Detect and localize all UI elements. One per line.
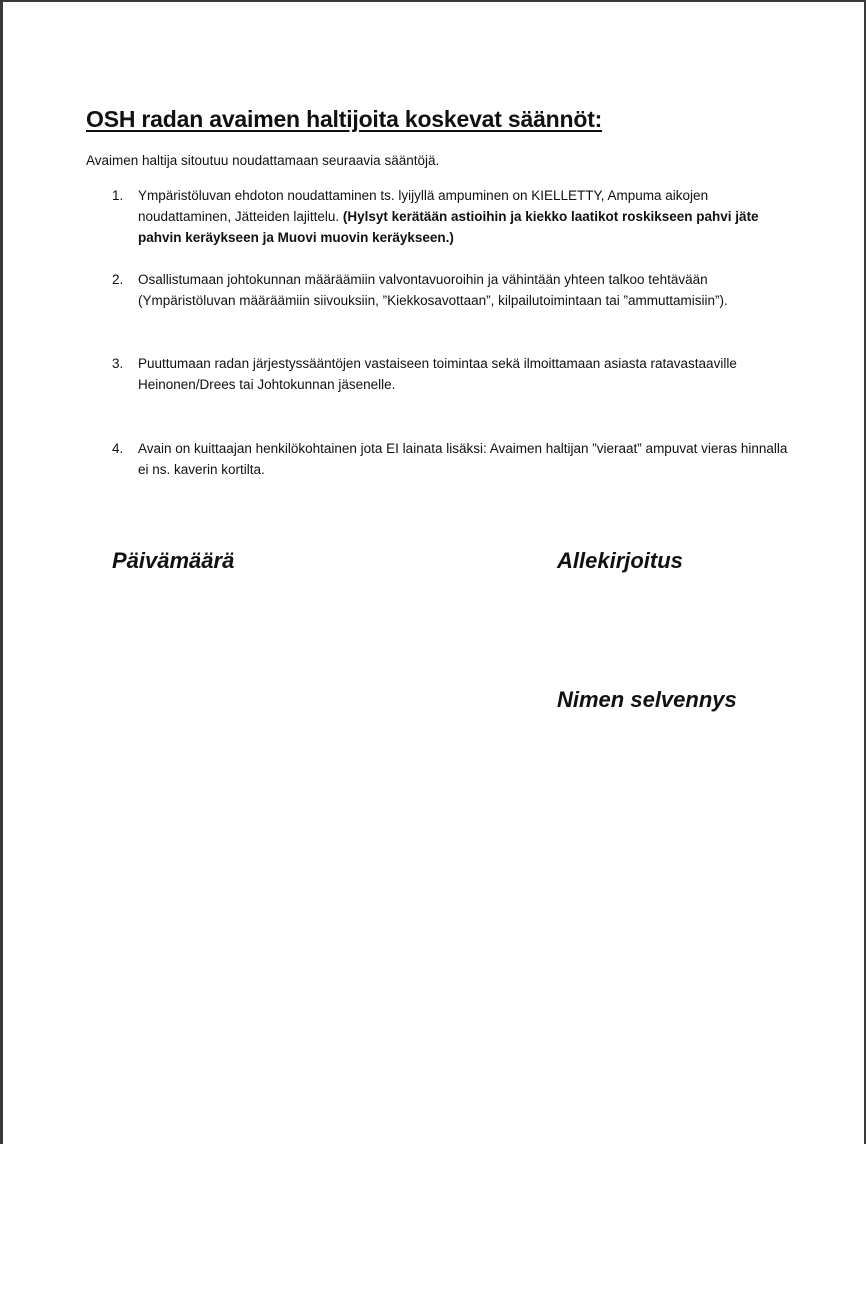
document-title: OSH radan avaimen haltijoita koskevat säännöt: bbox=[86, 106, 603, 132]
rule-text: Avain on kuittaajan henkilökohtainen jota EI lainata lisäksi: Avaimen haltijan ”vieraat” ampuvat vieras hinnalla ei ns. kaverin kortilta. bbox=[138, 441, 788, 477]
rule-text-bold: (Hylsyt kerätään astioihin ja kiekko laatikot roskikseen pahvi jäte pahvin keräykseen ja Muovi muovin keräykseen.) bbox=[138, 209, 759, 245]
rule-text bbox=[138, 185, 792, 248]
rule-item-1 bbox=[112, 185, 792, 248]
intro-text: Avaimen haltija sitoutuu noudattamaan seuraavia sääntöjä. bbox=[86, 153, 440, 168]
rule-item-3 bbox=[112, 353, 792, 395]
signature-field-label: Allekirjoitus bbox=[557, 548, 683, 573]
rule-text-regular: Ympäristöluvan ehdoton noudattaminen ts. lyijyllä ampuminen on KIELLETTY, Ampuma aikojen noudattaminen, Jätteiden lajittelu. bbox=[138, 188, 709, 224]
rule-item-2 bbox=[112, 269, 792, 311]
rule-number: 4. bbox=[112, 441, 124, 456]
date-field-label: Päivämäärä bbox=[112, 548, 235, 573]
rule-text: Osallistumaan johtokunnan määräämiin valvontavuoroihin ja vähintään yhteen talkoo tehtävään (Ympäristöluvan määräämiin siivouksiin, ”Kiekkosavottaan”, kilpailutoimintaan tai ”ammuttamisiin”). bbox=[138, 272, 728, 308]
rule-number: 2. bbox=[112, 272, 124, 287]
rule-number: 1. bbox=[112, 188, 124, 203]
name-clarification-label: Nimen selvennys bbox=[557, 687, 737, 712]
rule-item-4 bbox=[112, 438, 792, 480]
rule-text: Puuttumaan radan järjestyssääntöjen vastaiseen toimintaa sekä ilmoittamaan asiasta ratavastaaville Heinonen/Drees tai Johtokunnan jäsenelle. bbox=[138, 356, 737, 392]
rule-number: 3. bbox=[112, 356, 124, 371]
